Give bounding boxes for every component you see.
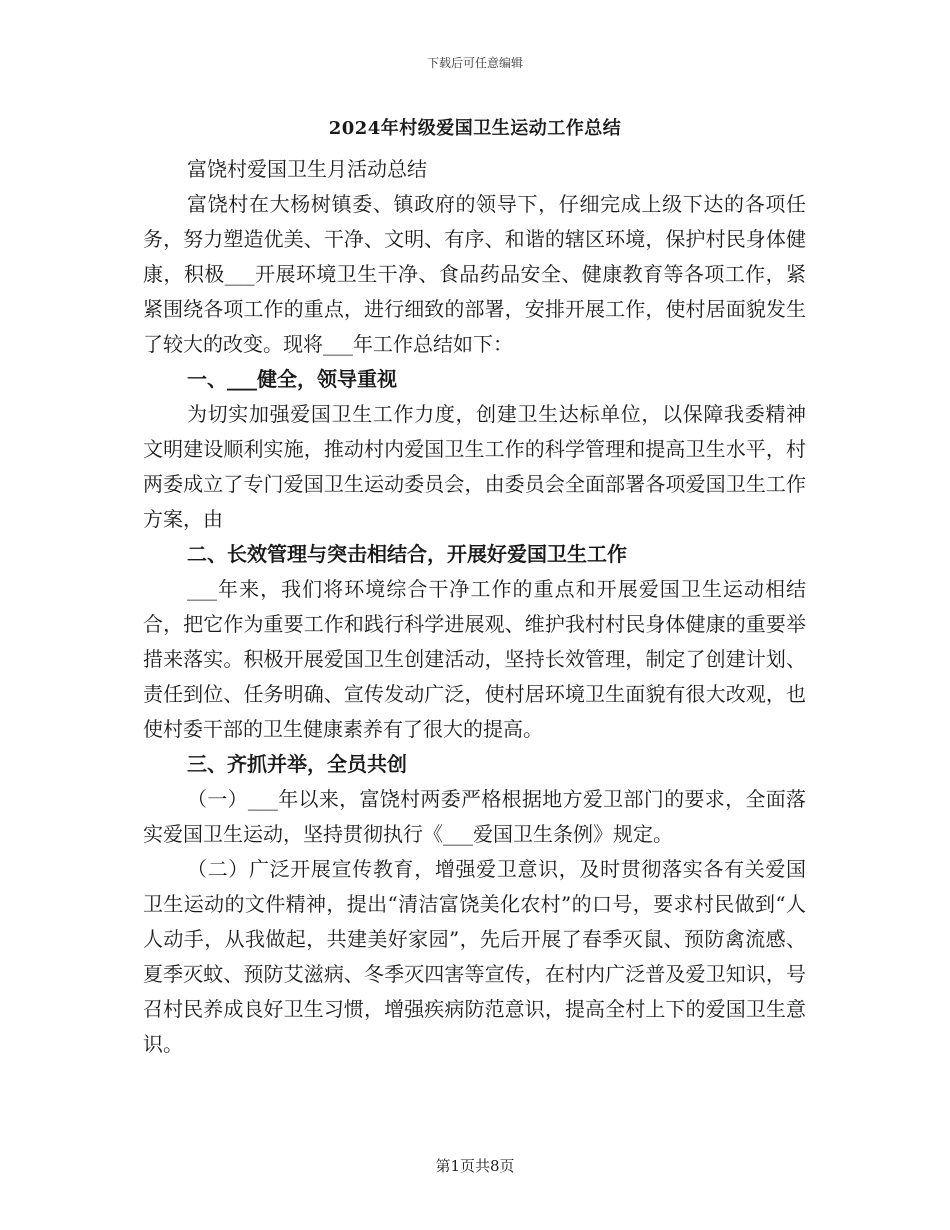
section-heading-3: 三、齐抓并举，全员共创 [187, 752, 407, 776]
section-2-paragraph: ___年来，我们将环境综合干净工作的重点和开展爱国卫生运动相结合，把它作为重要工作和践行科学进展观、维护我村村民身体健康的重要举措来落实。积极开展爱国卫生创建活动，坚持长效管理，制定了创建计划、责任到位、任务明确、宣传发动广泛，使村居环境卫生面貌有很大改观，也使村委干部的卫生健康素养有了很大的提高。 [143, 577, 806, 741]
subtitle-paragraph: 富饶村爱国卫生月活动总结 [187, 157, 427, 181]
section-3-paragraph-1: （一）___年以来，富饶村两委严格根据地方爱卫部门的要求，全面落实爱国卫生运动，坚持贯彻执行《___爱国卫生条例》规定。 [143, 787, 806, 846]
section-heading-2: 二、长效管理与突击相结合，开展好爱国卫生工作 [187, 542, 627, 566]
section-3-paragraph-2: （二）广泛开展宣传教育，增强爱卫意识，及时贯彻落实各有关爱国卫生运动的文件精神，提出“清洁富饶美化农村”的口号，要求村民做到“人人动手，从我做起，共建美好家园”，先后开展了春季灭鼠、预防禽流感、夏季灭蚊、预防艾滋病、冬季灭四害等宣传，在村内广泛普及爱卫知识，号召村民养成良好卫生习惯，增强疾病防范意识，提高全村上下的爱国卫生意识。 [143, 857, 806, 1056]
document-title: 2024年村级爱国卫生运动工作总结 [328, 118, 622, 139]
document-body [143, 152, 806, 1062]
intro-paragraph: 富饶村在大杨树镇委、镇政府的领导下，仔细完成上级下达的各项任务，努力塑造优美、干净、文明、有序、和谐的辖区环境，保护村民身体健康，积极___开展环境卫生干净、食品药品安全、健康教育等各项工作，紧紧围绕各项工作的重点，进行细致的部署，安排开展工作，使村居面貌发生了较大的改变。现将___年工作总结如下： [143, 192, 806, 356]
header-note: 下载后可任意编辑 [426, 56, 523, 70]
section-heading-1: 一、___健全，领导重视 [187, 367, 397, 391]
page-footer: 第1页共8页 [435, 1157, 515, 1175]
section-1-paragraph: 为切实加强爱国卫生工作力度，创建卫生达标单位，以保障我委精神文明建设顺利实施，推动村内爱国卫生工作的科学管理和提高卫生水平，村两委成立了专门爱国卫生运动委员会，由委员会全面部署各项爱国卫生工作方案，由 [143, 402, 806, 531]
